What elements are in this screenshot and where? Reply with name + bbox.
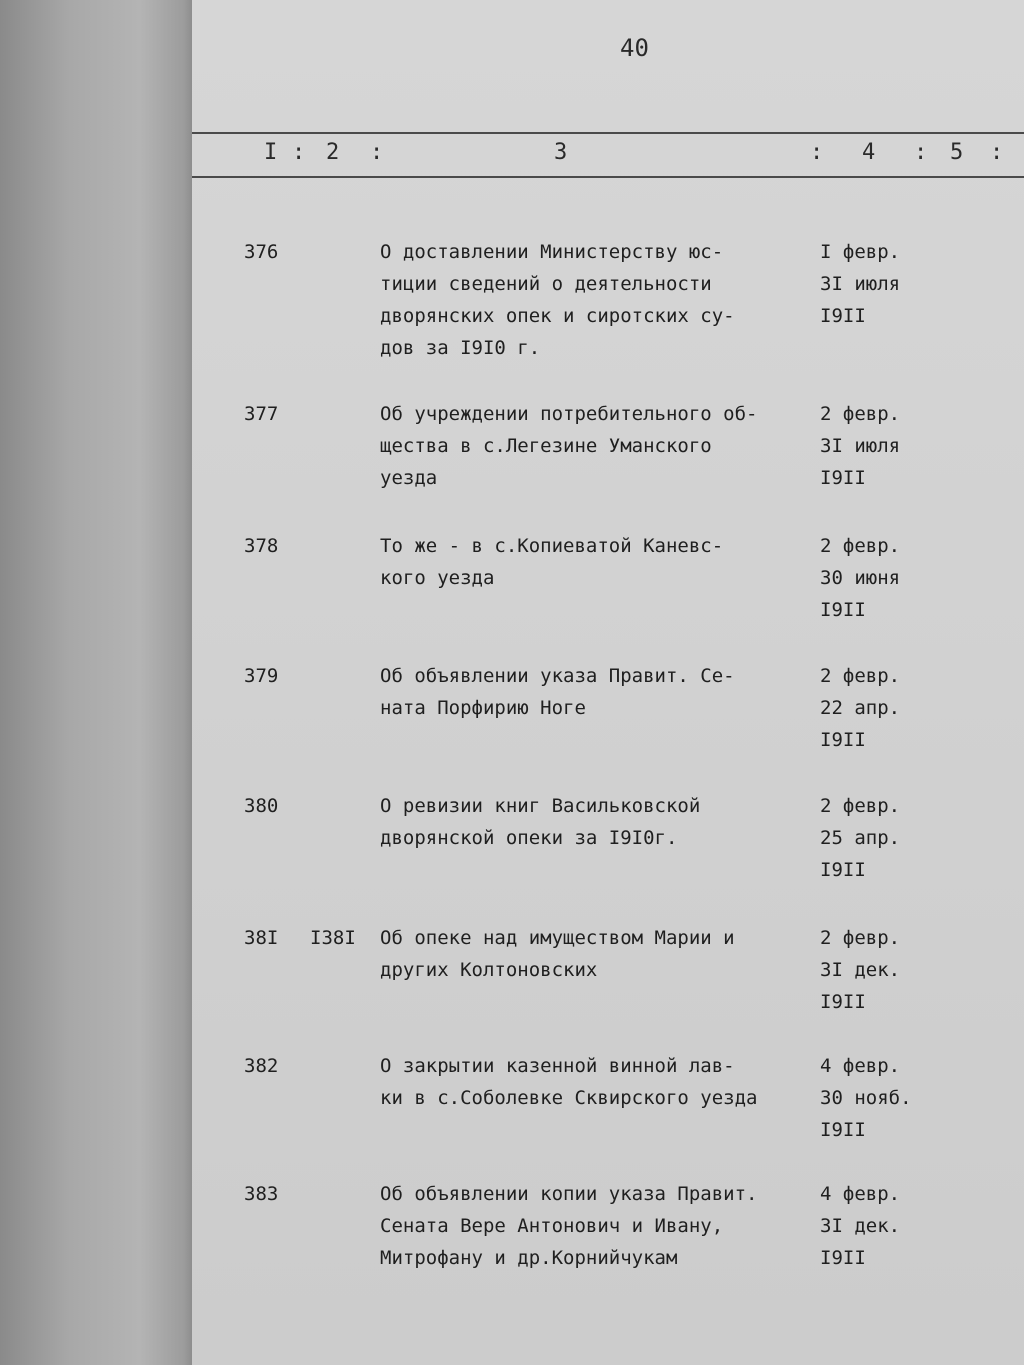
entry-title [380,530,820,594]
column-header-4: 4 [862,140,876,165]
entry-orig-number: I38I [310,927,356,949]
entry-title-line: Сената Вере Антонович и Ивану, [380,1215,724,1237]
entry-title [380,660,820,724]
column-header-3: 3 [554,140,568,165]
column-separator: : [292,140,306,165]
entry-date-line: 2 февр. [820,665,901,687]
entry-date-line: 25 апр. [820,827,901,849]
document-page [192,0,1024,1365]
entry-dates [820,530,900,626]
column-separator: : [914,140,928,165]
entry-title-line: ки в с.Соболевке Сквирского уезда [380,1087,758,1109]
column-header-2: 2 [326,140,340,165]
entry-date-line: I9II [820,991,866,1013]
entry-number: 38I [244,927,279,949]
entry-date-line: I9II [820,859,866,881]
entry-dates [820,660,900,756]
entry-number: 378 [244,535,279,557]
entry-date-line: 30 июня [820,567,901,589]
entry-dates [820,398,900,494]
entry-title [380,922,820,986]
column-separator: : [990,140,1004,165]
entry-date-line: 2 февр. [820,403,901,425]
entry-dates [820,1050,912,1146]
entry-title-line: дворянской опеки за I9I0г. [380,827,678,849]
entry-title-line: уезда [380,467,438,489]
entry-date-line: I9II [820,1247,866,1269]
entry-dates [820,922,900,1018]
book-gutter [0,0,200,1365]
entry-title-line: дворянских опек и сиротских су- [380,305,735,327]
entry-title [380,236,820,364]
entry-date-line: I9II [820,305,866,327]
entry-date-line: 4 февр. [820,1183,901,1205]
entry-title-line: щества в с.Легезине Уманского [380,435,712,457]
entry-title-line: кого уезда [380,567,495,589]
entry-title-line: других Колтоновских [380,959,598,981]
column-header-5: 5 [950,140,964,165]
entry-date-line: I9II [820,729,866,751]
column-separator: : [810,140,824,165]
entry-date-line: 3I дек. [820,1215,901,1237]
entry-title-line: дов за I9I0 г. [380,337,541,359]
entry-title-line: Об объявлении указа Правит. Се- [380,665,735,687]
entry-title [380,398,820,494]
entry-number: 380 [244,795,279,817]
entry-title-line: Об учреждении потребительного об- [380,403,758,425]
entry-date-line: I февр. [820,241,901,263]
entry-title [380,1050,820,1114]
entry-title-line: О закрытии казенной винной лав- [380,1055,735,1077]
entry-number: 376 [244,241,279,263]
entry-date-line: 2 февр. [820,535,901,557]
entry-title [380,790,820,854]
entry-date-line: I9II [820,467,866,489]
entry-number: 377 [244,403,279,425]
entry-number: 382 [244,1055,279,1077]
column-header-1: I [264,140,278,165]
entry-date-line: I9II [820,599,866,621]
entry-date-line: 3I дек. [820,959,901,981]
entry-number: 383 [244,1183,279,1205]
entry-title-line: ната Порфирию Ноге [380,697,586,719]
entry-title-line: То же - в с.Копиеватой Каневс- [380,535,724,557]
entry-title-line: Об объявлении копии указа Правит. [380,1183,758,1205]
entry-title-line: Митрофану и др.Корнийчукам [380,1247,678,1269]
header-rule-top [192,132,1024,134]
entry-title-line: Об опеке над имуществом Марии и [380,927,735,949]
entry-dates [820,1178,900,1274]
entry-date-line: 4 февр. [820,1055,901,1077]
entry-date-line: 2 февр. [820,927,901,949]
entry-date-line: 3I июля [820,273,901,295]
entry-date-line: I9II [820,1119,866,1141]
entry-date-line: 2 февр. [820,795,901,817]
entry-number: 379 [244,665,279,687]
entry-title-line: тиции сведений о деятельности [380,273,712,295]
entry-date-line: 3I июля [820,435,901,457]
column-separator: : [370,140,384,165]
entry-dates [820,236,900,332]
entry-date-line: 30 нояб. [820,1087,912,1109]
entry-title [380,1178,820,1274]
entry-dates [820,790,900,886]
header-rule-bottom [192,176,1024,178]
entry-title-line: О ревизии книг Васильковской [380,795,701,817]
entry-date-line: 22 апр. [820,697,901,719]
entry-title-line: О доставлении Министерству юс- [380,241,724,263]
page-number: 40 [620,34,649,62]
